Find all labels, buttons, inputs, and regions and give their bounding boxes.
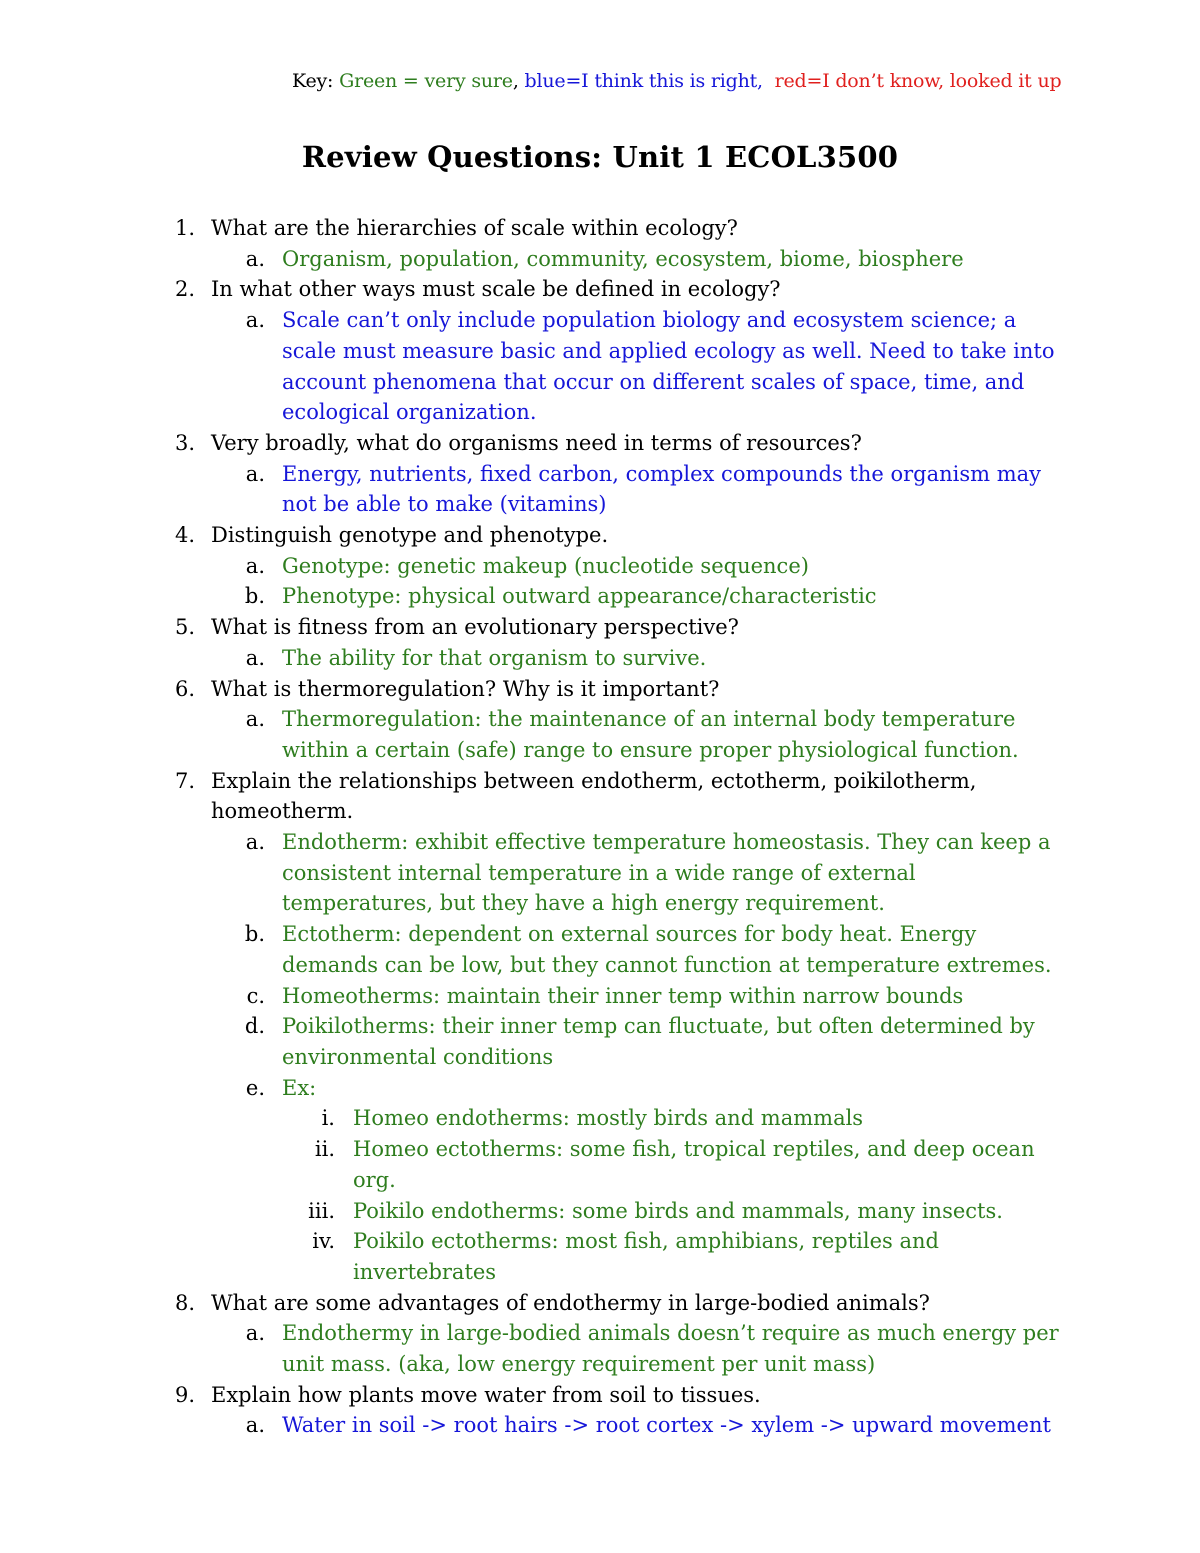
list-marker: iv. [312, 1229, 335, 1254]
answer-item [0, 1318, 1200, 1379]
question-item [0, 612, 1200, 643]
list-marker: 9. [174, 1382, 195, 1407]
question-item [0, 520, 1200, 551]
answer-item [0, 1410, 1200, 1441]
question-item [0, 674, 1200, 705]
answer-item [0, 704, 1200, 765]
color-key [292, 70, 1061, 92]
list-marker: a. [245, 246, 265, 271]
list-text: Explain how plants move water from soil to tissues. [211, 1382, 761, 1407]
answer-item [0, 581, 1200, 612]
sub-answer-item [0, 1134, 1200, 1195]
key-separator [763, 70, 775, 92]
list-marker: 7. [174, 768, 195, 793]
list-text: Organism, population, community, ecosystem, biome, biosphere [282, 246, 964, 271]
list-marker: b. [244, 584, 265, 609]
list-marker: d. [244, 1014, 265, 1039]
sub-answer-item [0, 1196, 1200, 1227]
sub-answer-item [0, 1226, 1200, 1287]
answer-item [0, 827, 1200, 919]
list-text: Homeo ectotherms: some fish, tropical reptiles, and deep ocean org. [353, 1137, 1035, 1192]
list-marker: a. [245, 1321, 265, 1346]
list-text: Endothermy in large-bodied animals doesn’t require as much energy per unit mass. (aka, low energy requirement per unit mass) [282, 1321, 1059, 1377]
list-marker: a. [245, 461, 265, 486]
document-title: Review Questions: Unit 1 ECOL3500 [301, 140, 899, 174]
list-text: Distinguish genotype and phenotype. [211, 523, 609, 548]
list-marker: a. [245, 707, 265, 732]
answer-item [0, 305, 1200, 428]
list-marker: 5. [174, 615, 195, 640]
list-text: Homeo endotherms: mostly birds and mammals [353, 1106, 864, 1131]
list-marker: a. [245, 308, 265, 333]
key-blue: blue=I think this is right, [524, 70, 763, 92]
list-marker: i. [321, 1106, 335, 1131]
answer-item [0, 919, 1200, 980]
list-marker: a. [245, 553, 265, 578]
question-list [0, 213, 1200, 1441]
list-marker: b. [244, 922, 265, 947]
list-text: Energy, nutrients, fixed carbon, complex compounds the organism may not be able to make (vitamins) [282, 461, 1042, 517]
question-item [0, 274, 1200, 305]
list-marker: ii. [314, 1137, 335, 1162]
list-text: Endotherm: exhibit effective temperature homeostasis. They can keep a consistent internal temperature in a wide range of external temperatures, but they have a high energy requirement. [282, 830, 1051, 916]
list-marker: 8. [174, 1290, 195, 1315]
key-red: red=I don’t know, looked it up [774, 70, 1062, 92]
question-item [0, 428, 1200, 459]
list-marker: 2. [174, 277, 195, 302]
list-marker: 6. [174, 676, 195, 701]
list-text: Poikilo endotherms: some birds and mammals, many insects. [353, 1198, 1003, 1223]
list-text: Phenotype: physical outward appearance/characteristic [282, 584, 877, 609]
list-marker: 1. [174, 216, 195, 240]
answer-item [0, 981, 1200, 1012]
answer-item [0, 551, 1200, 582]
key-label: Key: [292, 70, 340, 92]
list-text: Water in soil -> root hairs -> root cortex -> xylem -> upward movement [282, 1413, 1051, 1438]
list-text: Poikilotherms: their inner temp can fluctuate, but often determined by environmental conditions [282, 1014, 1035, 1069]
list-text: What is thermoregulation? Why is it important? [211, 676, 720, 701]
question-item [0, 1380, 1200, 1411]
list-text: Thermoregulation: the maintenance of an internal body temperature within a certain (safe) range to ensure proper physiological function. [282, 707, 1019, 762]
list-text: Very broadly, what do organisms need in terms of resources? [211, 430, 862, 455]
answer-item [0, 1073, 1200, 1104]
answer-item [0, 244, 1200, 275]
list-text: What are the hierarchies of scale within ecology? [211, 216, 738, 240]
list-text: Explain the relationships between endotherm, ectotherm, poikilotherm, homeotherm. [211, 768, 977, 824]
list-marker: a. [245, 645, 265, 670]
list-text: The ability for that organism to survive. [282, 645, 707, 670]
list-marker: a. [245, 830, 265, 855]
list-marker: 3. [174, 430, 195, 455]
list-marker: a. [245, 1413, 265, 1438]
list-text: In what other ways must scale be defined in ecology? [211, 277, 781, 302]
list-text: Scale can’t only include population biology and ecosystem science; a scale must measure basic and applied ecology as well. Need to take into account phenomena that occur on different scales of space, time, and ecological organization. [282, 308, 1055, 425]
list-marker: c. [246, 983, 265, 1008]
list-text: Poikilo ectotherms: most fish, amphibians, reptiles and invertebrates [353, 1229, 939, 1284]
answer-item [0, 459, 1200, 520]
list-text: What are some advantages of endothermy in large-bodied animals? [211, 1290, 930, 1315]
question-item [0, 1288, 1200, 1319]
key-separator: , [512, 70, 525, 92]
list-text: Homeotherms: maintain their inner temp within narrow bounds [282, 983, 964, 1008]
list-text: Ectotherm: dependent on external sources for body heat. Energy demands can be low, but they cannot function at temperature extremes. [282, 922, 1052, 977]
answer-item [0, 643, 1200, 674]
answer-item [0, 1011, 1200, 1072]
list-text: What is fitness from an evolutionary perspective? [211, 615, 739, 640]
sub-answer-item [0, 1103, 1200, 1134]
key-green: Green = very sure [339, 70, 513, 92]
question-item [0, 766, 1200, 827]
question-item [0, 213, 1200, 244]
list-text: Genotype: genetic makeup (nucleotide sequence) [282, 553, 809, 578]
list-marker: 4. [174, 523, 195, 548]
list-marker: e. [245, 1075, 265, 1100]
list-marker: iii. [308, 1198, 335, 1223]
list-text: Ex: [282, 1075, 317, 1100]
